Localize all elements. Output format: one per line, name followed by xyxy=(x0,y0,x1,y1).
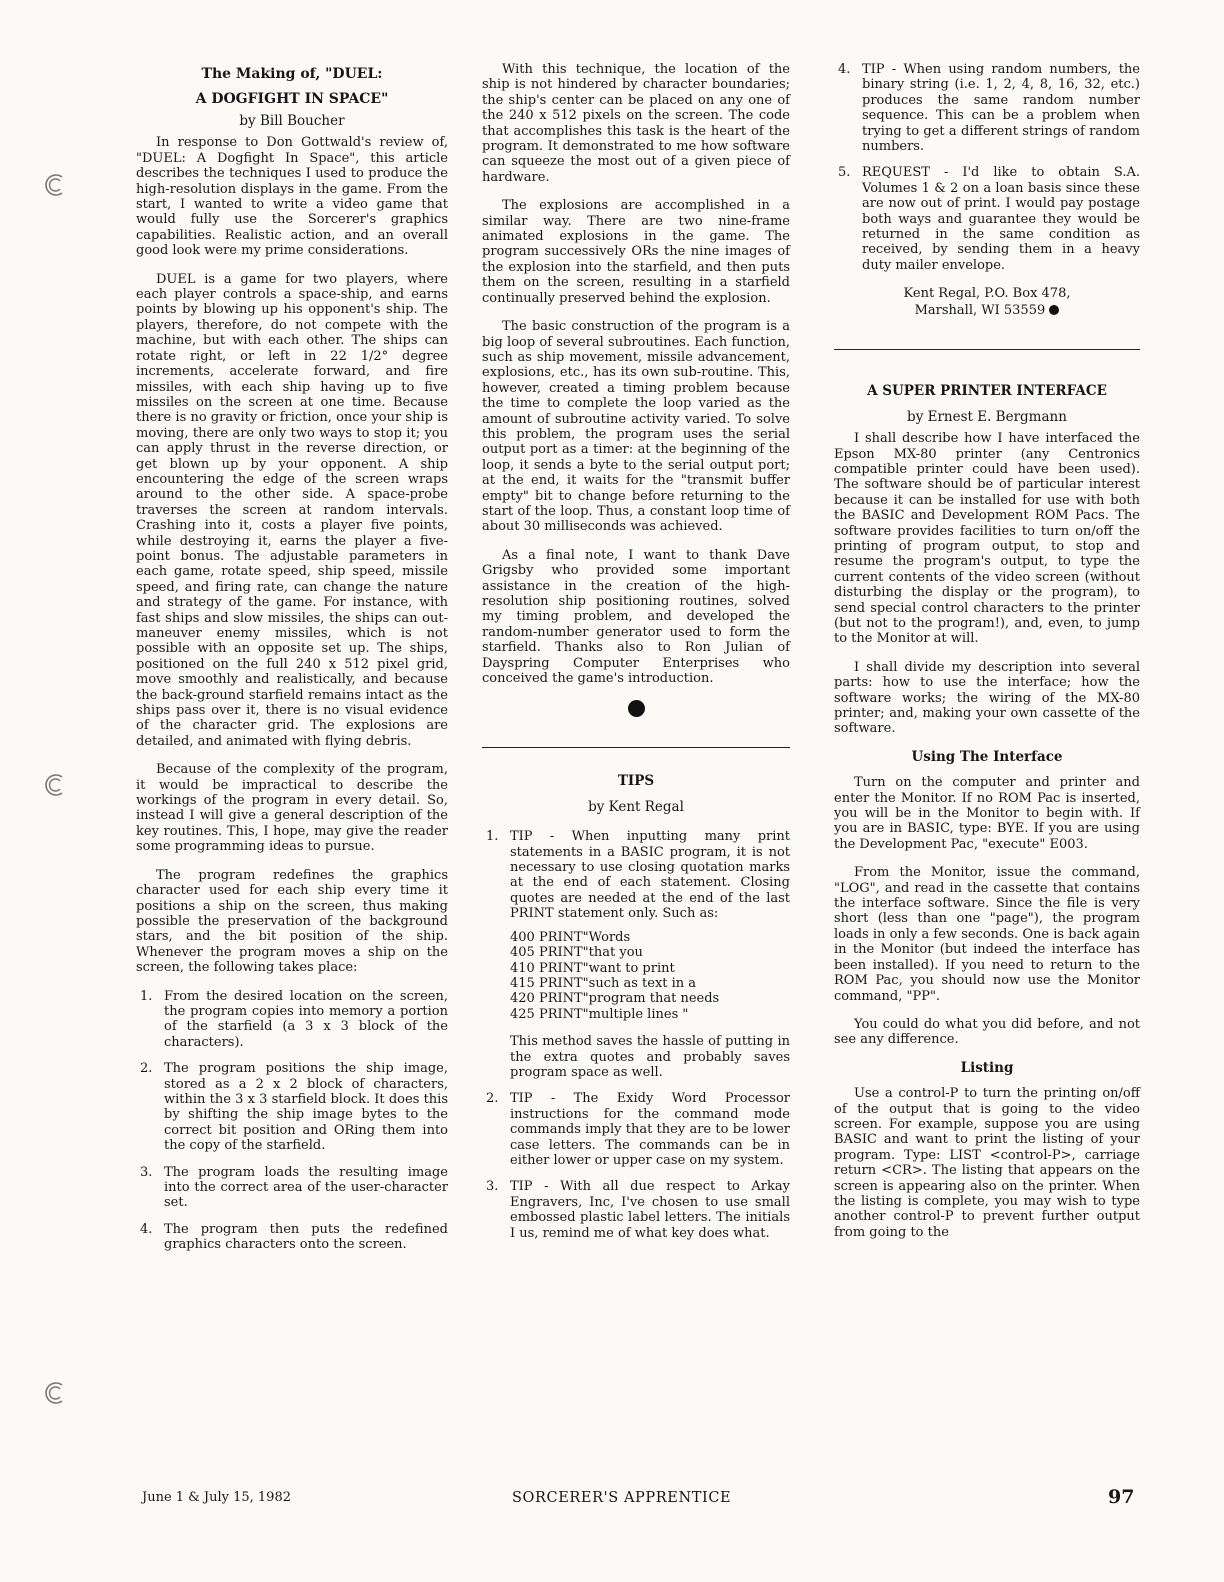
code-line: 420 PRINT"program that needs xyxy=(510,991,720,1007)
paragraph: DUEL is a game for two players, where each player controls a space-ship, and earns points by blowing up his opponent's ship. The players, therefore, do not compete with the machine, but with each other. The ships can rotate right, or left in 22 1/2° degree increments, accelerate forward, and fire missiles, with each ship having up to five missiles on the screen at one time. Because there is no gravity or friction, once your ship is moving, there are only two ways to stop it; you can apply thrust in the reverse direction, or get blown up by your opponent. A ship encountering the edge of the screen wraps around to the other side. A space-probe traverses the screen at random intervals. Crashing into it, costs a player five points, while destroying it, earns the player a five-point bonus. The adjustable parameters in each game, rotate speed, ship speed, missile speed, and firing rate, can change the nature and strategy of the game. For instance, with fast ships and slow missiles, the ships can out-maneuver enemy missiles, which is not possible with an opposite set up. The ships, positioned on the full 240 x 512 pixel grid, move smoothly and realistically, and because the back-ground starfield remains intact as the ships pass over it, there is no visual evidence of the character grid. The explosions are detailed, and animated with flying debris. xyxy=(136,271,448,749)
list-text: TIP - With all due respect to Arkay Engravers, Inc, I've chosen to use small embossed plastic label letters. The initials I us, remind me of what key does what. xyxy=(510,1179,790,1241)
divider xyxy=(482,747,790,748)
list-text: TIP - When using random numbers, the binary string (i.e. 1, 2, 4, 8, 16, 32, etc.) produces the same random number sequence. This can be a problem when trying to get a different strings of random numbers. xyxy=(862,62,1140,155)
list-number: 2. xyxy=(486,1091,499,1107)
list-text: TIP - The Exidy Word Processor instructions for the command mode commands imply that they are to be lower case letters. The commands can be in either lower or upper case on my system. xyxy=(510,1091,790,1168)
paragraph: The program redefines the graphics character used for each ship every time it positions a ship on the screen, thus making possible the preservation of the background stars, and the bit position of the ship. Whenever the program moves a ship on the screen, the following takes place: xyxy=(136,867,448,976)
paragraph: In response to Don Gottwald's review of, "DUEL: A Dogfight In Space", this article describes the techniques I used to produce the high-resolution displays in the game. From the start, I wanted to write a video game that would fully use the Sorcerer's graphics capabilities. Realistic action, and an overall good look were my prime considerations. xyxy=(136,135,448,259)
copyright-mark-icon xyxy=(42,770,72,800)
footer-date: June 1 & July 15, 1982 xyxy=(142,1490,291,1505)
signature-line: Kent Regal, P.O. Box 478, xyxy=(903,286,1071,302)
column-2 xyxy=(482,62,790,1252)
code-line: 425 PRINT"multiple lines " xyxy=(510,1006,689,1022)
list-item xyxy=(482,829,790,1080)
list-number: 1. xyxy=(140,988,153,1004)
column-1 xyxy=(136,62,448,1265)
paragraph: The explosions are accomplished in a similar way. There are two nine-frame animated explosions in the game. The program successively ORs the nine images of the explosion into the starfield, and then puts them on the screen, resulting in a starfield continually preserved behind the explosion. xyxy=(482,198,790,306)
paragraph: You could do what you did before, and not see any difference. xyxy=(834,1016,1140,1048)
list-number: 3. xyxy=(486,1179,499,1195)
list-text: From the desired location on the screen, the program copies into memory a portion of the starfield (a 3 x 3 block of the characters). xyxy=(164,988,448,1050)
steps-list xyxy=(136,989,448,1253)
end-mark-icon xyxy=(628,700,645,717)
paragraph: With this technique, the location of the ship is not hindered by character boundaries; the ship's center can be placed on any one of the 240 x 512 pixels on the screen. The code that accomplishes this task is the heart of the program. It demonstrated to me how software can squeeze the most out of a given piece of hardware. xyxy=(482,62,790,185)
footer-publication: SORCERER'S APPRENTICE xyxy=(512,1490,732,1506)
list-number: 5. xyxy=(838,165,851,181)
list-item xyxy=(482,1179,790,1241)
list-item xyxy=(136,1061,448,1153)
article-title-line2: A DOGFIGHT IN SPACE" xyxy=(195,91,389,107)
article-byline: by Ernest E. Bergmann xyxy=(907,408,1067,425)
paragraph: I shall divide my description into several parts: how to use the interface; how the software works; the wiring of the MX-80 printer; and, making your own cassette of the software. xyxy=(834,659,1140,737)
code-block xyxy=(510,930,790,1022)
list-item xyxy=(136,1165,448,1211)
list-item xyxy=(136,989,448,1051)
list-text: The program positions the ship image, stored as a 2 x 2 block of characters, within the 3 x 3 starfield block. It does this by shifting the ship image bytes to the correct bit position and ORing them into the copy of the starfield. xyxy=(164,1061,448,1154)
article-title: A SUPER PRINTER INTERFACE xyxy=(867,383,1107,400)
code-line: 400 PRINT"Words xyxy=(510,929,631,945)
list-text: REQUEST - I'd like to obtain S.A. Volumes 1 & 2 on a loan basis since these are now out of print. I would pay postage both ways and guarantee they would be returned in the same condition as received, by sending them in a heavy duty mailer envelope. xyxy=(862,165,1140,273)
column-3 xyxy=(834,62,1140,1253)
divider xyxy=(834,349,1140,350)
paragraph: From the Monitor, issue the command, "LOG", and read in the cassette that contains the interface software. Since the file is very short (less than one "page"), the program loads in only a few seconds. One is back again in the Monitor (but indeed the interface has been installed). If you need to return to the ROM Pac, you should now use the Monitor command, "PP". xyxy=(834,865,1140,1004)
list-number: 3. xyxy=(140,1164,153,1180)
article-byline: by Bill Boucher xyxy=(239,113,345,129)
signature-line: Marshall, WI 53559 xyxy=(914,303,1046,319)
article-title-line1: The Making of, "DUEL: xyxy=(201,66,383,82)
paragraph: The basic construction of the program is a big loop of several subroutines. Each function, such as ship movement, missile advancement, explosions, etc., has its own sub-routine. This, however, created a timing problem because the time to complete the loop varied as the amount of subroutine activity varied. To solve this problem, the program uses the serial output port as a timer: at the beginning of the loop, it sends a byte to the serial output port; at the end, it waits for the "transmit buffer empty" bit to change before returning to the start of the loop. Thus, a constant loop time of about 30 milliseconds was achieved. xyxy=(482,319,790,535)
paragraph: As a final note, I want to thank Dave Grigsby who provided some important assistance in the creation of the high-resolution ship positioning routines, solved my timing problem, and developed the random-number generator used to form the starfield. Thanks also to Ron Julian of Dayspring Computer Enterprises who conceived the game's introduction. xyxy=(482,547,790,687)
tips-title: TIPS xyxy=(617,773,655,790)
signature xyxy=(834,285,1140,319)
list-number: 1. xyxy=(486,829,499,845)
paragraph: Use a control-P to turn the printing on/off of the output that is going to the video screen. For example, suppose you are using BASIC and want to print the listing of your program. Type: LIST <control-P>, carriage return <CR>. The listing that appears on the screen is appearing also on the printer. When the listing is complete, you may wish to type another control-P to prevent further output from going to the xyxy=(834,1086,1140,1240)
list-text: This method saves the hassle of putting in the extra quotes and probably saves program space as well. xyxy=(510,1034,790,1080)
tips-list xyxy=(482,829,790,1241)
tips-byline: by Kent Regal xyxy=(588,798,684,815)
section-heading: Listing xyxy=(960,1059,1014,1076)
end-mark-icon xyxy=(1049,305,1059,315)
list-item xyxy=(136,1222,448,1253)
list-item xyxy=(834,165,1140,273)
tips-list-continued xyxy=(834,62,1140,273)
copyright-mark-icon xyxy=(42,1378,72,1408)
code-line: 405 PRINT"that you xyxy=(510,945,643,961)
copyright-mark-icon xyxy=(42,170,72,200)
list-text: The program then puts the redefined graphics characters onto the screen. xyxy=(164,1221,448,1253)
list-number: 4. xyxy=(838,62,851,77)
paragraph: Because of the complexity of the program, it would be impractical to describe the workings of the program in every detail. So, instead I will give a general description of the key routines. This, I hope, may give the reader some programming ideas to pursue. xyxy=(136,762,448,855)
list-number: 4. xyxy=(140,1221,153,1237)
code-line: 410 PRINT"want to print xyxy=(510,960,675,976)
list-number: 2. xyxy=(140,1061,153,1077)
list-item xyxy=(482,1091,790,1168)
code-line: 415 PRINT"such as text in a xyxy=(510,975,697,991)
list-text: The program loads the resulting image into the correct area of the user-character set. xyxy=(164,1164,448,1211)
page-number: 97 xyxy=(1108,1486,1135,1508)
list-text: TIP - When inputting many print statements in a BASIC program, it is not necessary to use closing quotation marks at the end of each statement. Closing quotes are needed at the end of the last PRINT statement only. Such as: xyxy=(510,829,790,922)
section-heading: Using The Interface xyxy=(911,748,1063,765)
paragraph: I shall describe how I have interfaced the Epson MX-80 printer (any Centronics compatible printer could have been used). The software should be of particular interest because it can be installed for use with both the BASIC and Development ROM Pacs. The software provides facilities to turn on/off the printing of program output, to stop and resume the program's output, to type the current contents of the video screen (without disturbing the display or the program), to send special control characters to the printer (but not to the program!), and, even, to jump to the Monitor at will. xyxy=(834,431,1140,647)
list-item xyxy=(834,62,1140,154)
paragraph: Turn on the computer and printer and enter the Monitor. If no ROM Pac is inserted, you will be in the Monitor to begin with. If you are in BASIC, type: BYE. If you are using the Development Pac, "execute" E003. xyxy=(834,775,1140,852)
